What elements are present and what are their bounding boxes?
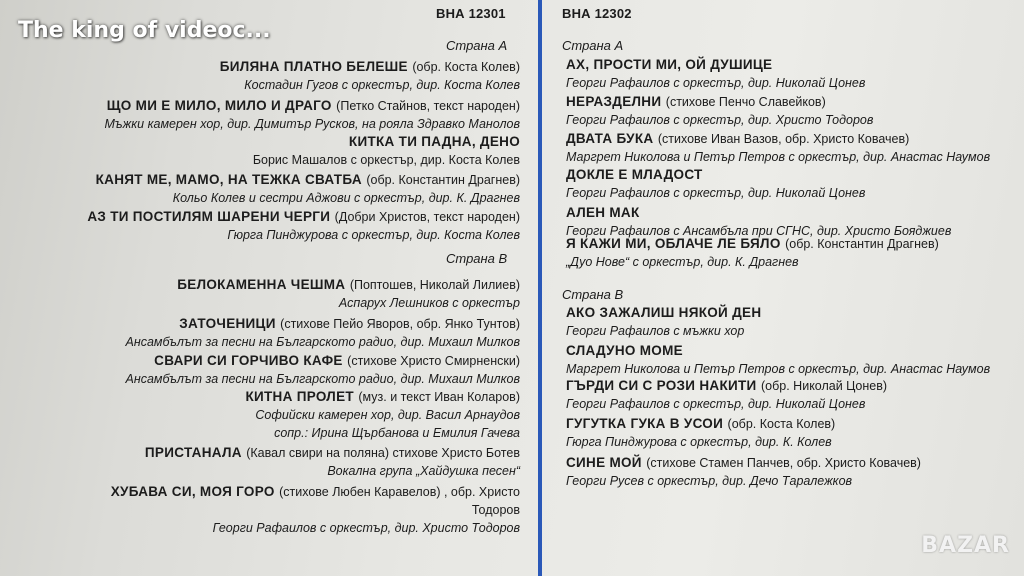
track-performer: Гюрга Пинджурова с оркестър, дир. Коста Колев	[227, 228, 520, 242]
track-credit: (Поптошев, Николай Лилиев)	[349, 278, 520, 292]
track-left-b-2	[125, 315, 520, 351]
track-right-a-4	[566, 166, 865, 202]
track-credit: (муз. и текст Иван Коларов)	[358, 390, 520, 404]
track-credit: (стихове Пенчо Славейков)	[665, 95, 826, 109]
track-title: БЕЛОКАМЕННА ЧЕШМА	[177, 277, 346, 292]
track-credit: (обр. Константин Драгнев)	[785, 237, 939, 251]
bazar-logo: BAZAR	[921, 533, 1010, 558]
track-credit: (стихове Любен Каравелов) , обр. Христо	[279, 485, 520, 499]
track-left-a-1	[220, 58, 520, 94]
track-performer-soloists: сопр.: Ирина Щърбанова и Емилия Гачева	[274, 426, 520, 440]
track-performer: Вокална група „Хайдушка песен“	[327, 464, 520, 478]
track-performer: Гюрга Пинджурова с оркестър, дир. К. Колев	[566, 435, 832, 449]
track-right-a-6	[566, 235, 939, 271]
track-left-a-3	[253, 133, 520, 169]
track-right-a-3	[566, 130, 990, 166]
track-title: АЗ ТИ ПОСТИЛЯМ ШАРЕНИ ЧЕРГИ	[87, 209, 331, 224]
track-title: ЩО МИ Е МИЛО, МИЛО И ДРАГО	[106, 98, 332, 113]
track-performer: Аспарух Лешников с оркестър	[338, 296, 520, 310]
track-performer: Георги Русев с оркестър, дир. Дечо Тaралежков	[566, 474, 853, 488]
side-a-label-right: Страна А	[562, 38, 624, 53]
side-b-label-left: Страна В	[446, 251, 508, 266]
track-title: НЕРАЗДЕЛНИ	[566, 94, 662, 109]
track-title: АКО ЗАЖАЛИШ НЯКОЙ ДЕН	[566, 305, 762, 320]
track-credit: (обр. Коста Колев)	[412, 60, 520, 74]
track-right-b-5	[566, 454, 921, 490]
track-left-b-1	[177, 276, 520, 312]
track-performer: Костадин Гугов с оркестър, дир. Коста Колев	[244, 78, 520, 92]
track-left-b-4	[245, 388, 520, 442]
track-credit: (Добри Христов, текст народен)	[334, 210, 520, 224]
track-title: ГУГУТКА ГУКА В УСОИ	[566, 416, 724, 431]
column-divider	[538, 0, 542, 576]
track-performer: Мъжки камерен хор, дир. Димитър Русков, на рояла Здравко Манолов	[104, 117, 520, 131]
track-performer: Георги Рафаилов с оркестър, дир. Христо Тодоров	[566, 113, 874, 127]
track-performer: Ансамбълът за песни на Българското радио, дир. Михаил Милков	[125, 372, 520, 386]
track-credit: (обр. Коста Колев)	[727, 417, 836, 431]
track-credit: (стихове Стамен Панчев, обр. Христо Ковачев)	[646, 456, 921, 470]
track-performer: Борис Машалов с оркестър, дир. Коста Колев	[252, 153, 520, 167]
track-title: Я КАЖИ МИ, ОБЛАЧЕ ЛЕ БЯЛО	[566, 236, 781, 251]
track-left-b-6	[111, 483, 520, 537]
track-performer: Маргрет Николова и Петър Петров с оркестър, дир. Анастас Наумов	[566, 150, 991, 164]
track-title: КАНЯТ МЕ, МАМО, НА ТЕЖКА СВАТБА	[95, 172, 362, 187]
catalog-number-left: ВНА 12301	[436, 6, 506, 21]
track-title: СЛАДУНО МОМЕ	[566, 343, 683, 358]
track-title: АХ, ПРОСТИ МИ, ОЙ ДУШИЦЕ	[566, 57, 773, 72]
track-performer: Георги Рафаилов с оркестър, дир. Николай Цонев	[566, 76, 866, 90]
track-performer: Кольо Колев и сестри Аджови с оркестър, дир. К. Драгнев	[172, 191, 520, 205]
track-right-b-1	[566, 304, 761, 340]
track-performer: Георги Рафаилов с Ансамбъла при СГНС, дир. Христо Бояджиев	[566, 224, 952, 238]
track-right-a-2	[566, 93, 873, 129]
track-performer: Георги Рафаилов с мъжки хор	[566, 324, 745, 338]
track-performer: „Дуо Нове“ с оркестър, дир. К. Драгнев	[566, 255, 799, 269]
track-title: КИТКА ТИ ПАДНА, ДЕНО	[348, 134, 520, 149]
track-credit: (обр. Николай Цонев)	[761, 379, 888, 393]
track-performer: Софийски камерен хор, дир. Васил Арнаудов	[255, 408, 520, 422]
track-left-b-3	[125, 352, 520, 388]
track-right-b-2	[566, 342, 990, 378]
track-performer: Георги Рафаилов с оркестър, дир. Николай Цонев	[566, 397, 866, 411]
track-title: СИНЕ МОЙ	[566, 455, 642, 470]
track-title: ПРИСТАНАЛА	[144, 445, 242, 460]
track-credit: (обр. Константин Драгнев)	[366, 173, 520, 187]
track-title: ДОКЛЕ Е МЛАДОСТ	[566, 167, 703, 182]
track-credit-continued: Тодоров	[471, 503, 520, 517]
track-title: БИЛЯНА ПЛАТНО БЕЛЕШЕ	[219, 59, 408, 74]
track-left-b-5	[145, 444, 520, 480]
track-performer: Георги Рафаилов с оркестър, дир. Николай Цонев	[566, 186, 866, 200]
track-left-a-5	[87, 208, 520, 244]
track-credit: (стихове Иван Вазов, обр. Христо Ковачев)	[657, 132, 910, 146]
track-right-b-4	[566, 415, 835, 451]
track-title: КИТНА ПРОЛЕТ	[245, 389, 354, 404]
track-credit: (Петко Стайнов, текст народен)	[336, 99, 520, 113]
track-performer: Маргрет Николова и Петър Петров с оркестър, дир. Анастас Наумов	[566, 362, 991, 376]
track-left-a-2	[105, 97, 521, 133]
track-left-a-4	[96, 171, 520, 207]
track-right-b-3	[566, 377, 887, 413]
track-title: ЗАТОЧЕНИЦИ	[179, 316, 276, 331]
track-title: ДВАТА БУКА	[566, 131, 654, 146]
watermark-text: The king of videoc...	[18, 18, 271, 43]
track-credit: (Кавал свири на поляна) стихове Христо Ботев	[246, 446, 520, 460]
track-right-a-1	[566, 56, 865, 92]
track-title: ХУБАВА СИ, МОЯ ГОРО	[110, 484, 275, 499]
track-title: АЛЕН МАК	[566, 205, 640, 220]
track-performer: Георги Рафаилов с оркестър, дир. Христо Тодоров	[212, 521, 520, 535]
track-credit: (стихове Христо Смирненски)	[347, 354, 520, 368]
catalog-number-right: ВНА 12302	[562, 6, 632, 21]
side-b-label-right: Страна В	[562, 287, 624, 302]
track-title: ГЪРДИ СИ С РОЗИ НАКИТИ	[566, 378, 757, 393]
track-performer: Ансамбълът за песни на Българското радио, дир. Михаил Милков	[125, 335, 520, 349]
track-credit: (стихове Пейо Яворов, обр. Янко Тунтов)	[280, 317, 520, 331]
track-title: СВАРИ СИ ГОРЧИВО КАФЕ	[154, 353, 343, 368]
side-a-label-left: Страна А	[446, 38, 508, 53]
